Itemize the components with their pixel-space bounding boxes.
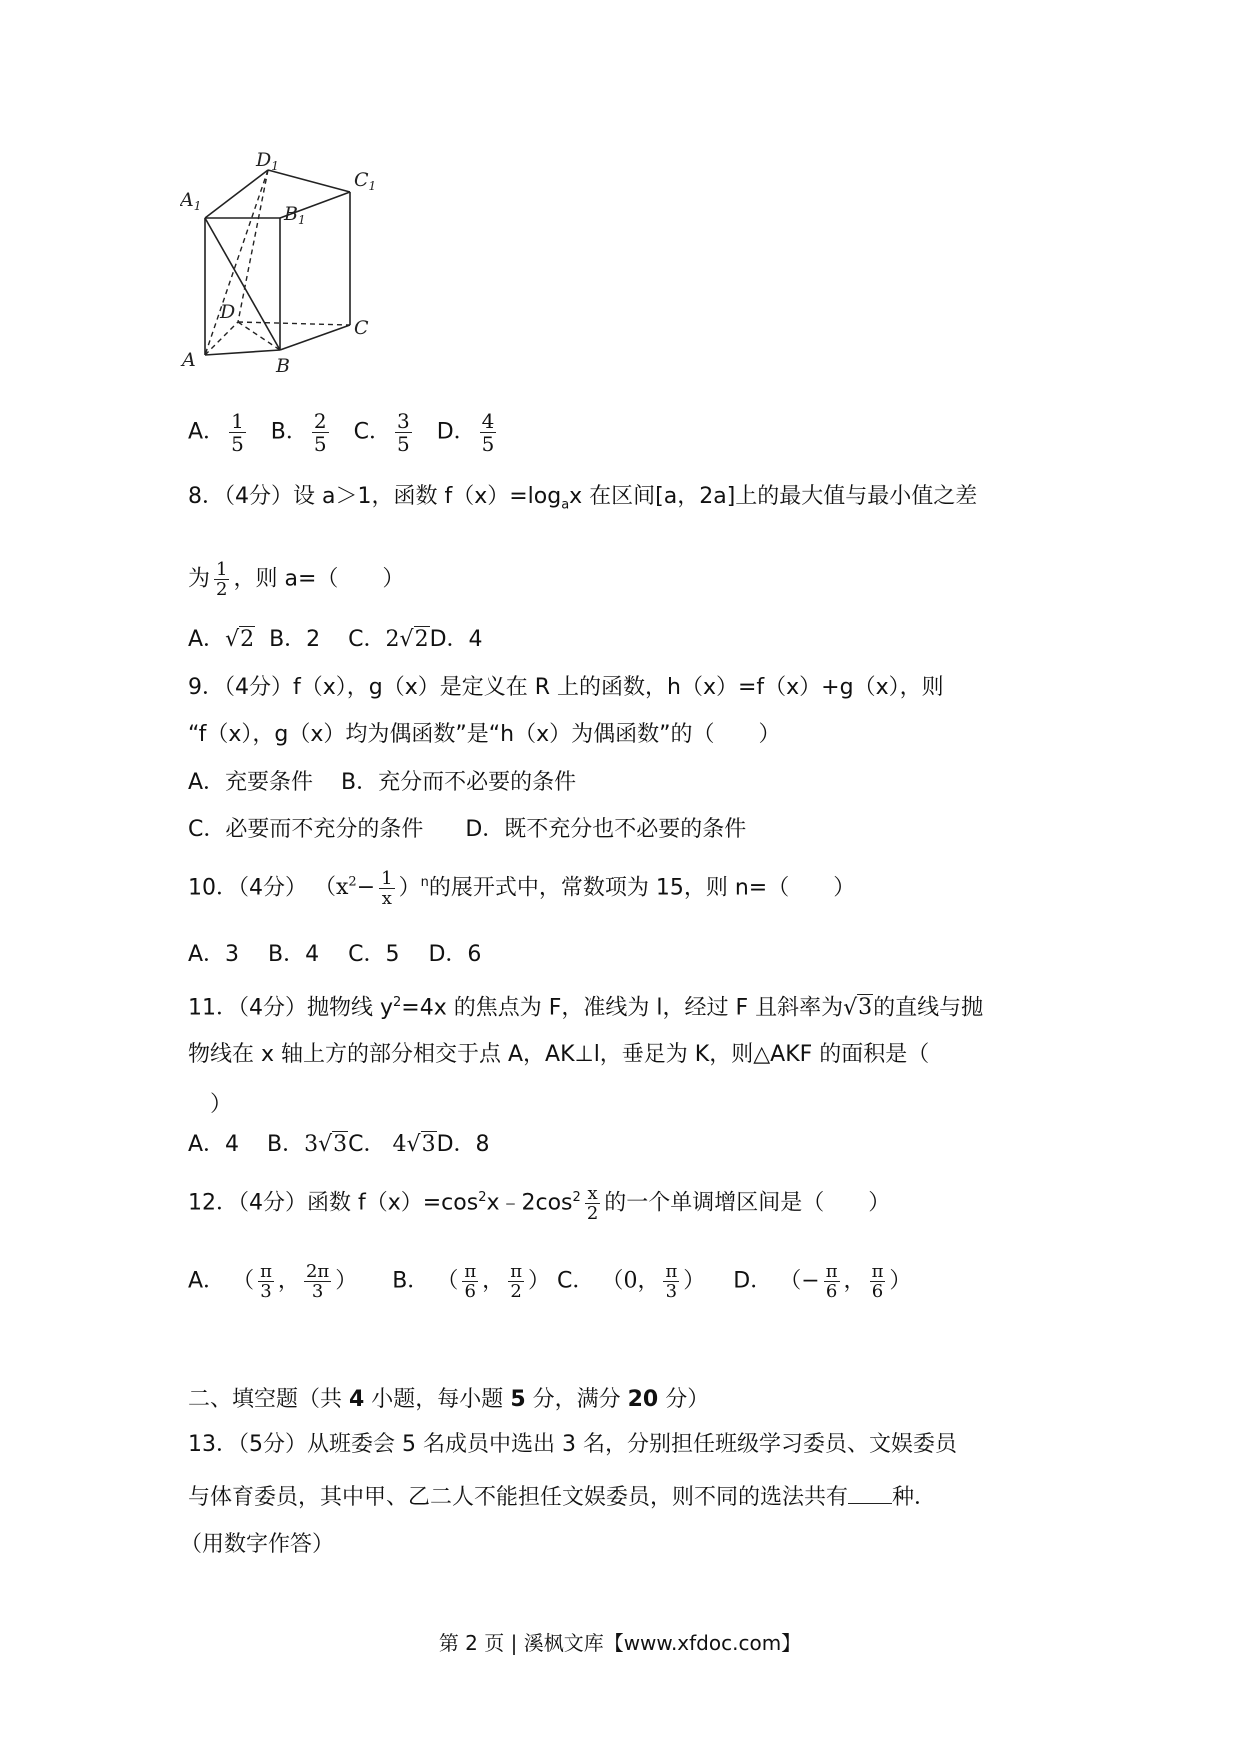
label-A: A: [182, 349, 196, 371]
label-B1: $B_1$: [284, 203, 306, 227]
q12-stem: 12．（4分）函数 $f(x)=\cos^2x﹣2\cos^2$ $\frac{x}{2}$ 的一个单调增区间是（ ）: [188, 1182, 891, 1224]
fraction: $\frac{1}{2}$: [216, 559, 228, 600]
sqrt: √2: [225, 627, 255, 652]
label-C1: $C_1$: [354, 169, 377, 193]
q8-line1: 8．（4分）设 a＞1，函数 $f(x)=\log_ax$ 在区间[a，2a]上的最大值与最小值之差: [188, 484, 978, 513]
q9-options-ab: A．充要条件 B．充分而不必要的条件: [188, 770, 577, 795]
q11-line2: 物线在 x 轴上方的部分相交于点 A，AK⊥l，垂足为 K，则△AKF 的面积是（: [188, 1042, 930, 1067]
q10-options: A．3 B．4 C．5 D．6: [188, 942, 482, 967]
label-C: C: [354, 317, 369, 339]
label-D: D: [220, 301, 236, 323]
page-footer: 第 2 页 | 溪枫文库【www.xfdoc.com】: [438, 1631, 802, 1655]
q11-line3: ）: [210, 1092, 233, 1117]
q8-line2: 为 $\frac{1}{2}$ ，则 a=（ ）: [188, 559, 405, 600]
q8-options: A．√2 B．2 C．2√2D．4: [188, 627, 483, 652]
fraction: $\frac{1}{x}$: [381, 867, 393, 909]
section-heading: 二、填空题（共 4 小题，每小题 5 分，满分 20 分）: [188, 1387, 710, 1412]
fraction: $\frac{4}{5}$: [481, 409, 495, 456]
q9-options-cd: C．必要而不充分的条件 D．既不充分也不必要的条件: [188, 817, 747, 842]
label-A1: $A_1$: [180, 189, 202, 213]
fraction: $\frac{2}{5}$: [313, 409, 327, 456]
fraction: $\frac{x}{2}$: [586, 1182, 599, 1224]
q13-line2: 与体育委员，其中甲、乙二人不能担任文娱委员，则不同的选法共有 种．: [188, 1485, 937, 1510]
q9-line2: “f（x），g（x）均为偶函数”是“h（x）为偶函数”的（ ）: [188, 722, 781, 747]
fraction: $\frac{3}{5}$: [396, 409, 410, 456]
q9-line1: 9．（4分）f（x），g（x）是定义在 R 上的函数，h（x）=f（x）+g（x），则: [188, 675, 944, 700]
answer-blank: [848, 1483, 892, 1504]
q12-options: A． （ $\frac{\pi}{3}$ ， $\frac{2\pi}{3}$ ） B． （ $\frac{\pi}{6}$ ， $\frac{\pi}{2}$ ） C． （0， $\frac{\pi}{3}$ ） D． （− $\frac{\pi}{6}$ ， $\frac{\pi}{6}$ ）: [188, 1261, 912, 1302]
q11-options: A．4 B．3√3C． 4√3D．8: [188, 1132, 490, 1157]
label-B: B: [276, 355, 290, 377]
label-D1: $D_1$: [256, 150, 279, 173]
q13-line3: （用数字作答）: [180, 1532, 335, 1557]
q11-line1: 11．（4分）抛物线 $y^2=4x$ 的焦点为 F，准线为 l，经过 F 且斜率为√3的直线与抛: [188, 995, 984, 1021]
q10-stem: 10．（4分） （$x^2-$ $\frac{1}{x}$ ）$^n$的展开式中，常数项为 15，则 n=（ ）: [188, 867, 856, 909]
q13-line1: 13．（5分）从班委会 5 名成员中选出 3 名，分别担任班级学习委员、文娱委员: [188, 1432, 957, 1457]
cube-figure: [180, 150, 410, 380]
fraction: $\frac{1}{5}$: [231, 409, 244, 456]
q7-options: A． $\frac{1}{5}$ B． $\frac{2}{5}$ C． $\frac{3}{5}$ D． $\frac{4}{5}$: [188, 409, 495, 456]
